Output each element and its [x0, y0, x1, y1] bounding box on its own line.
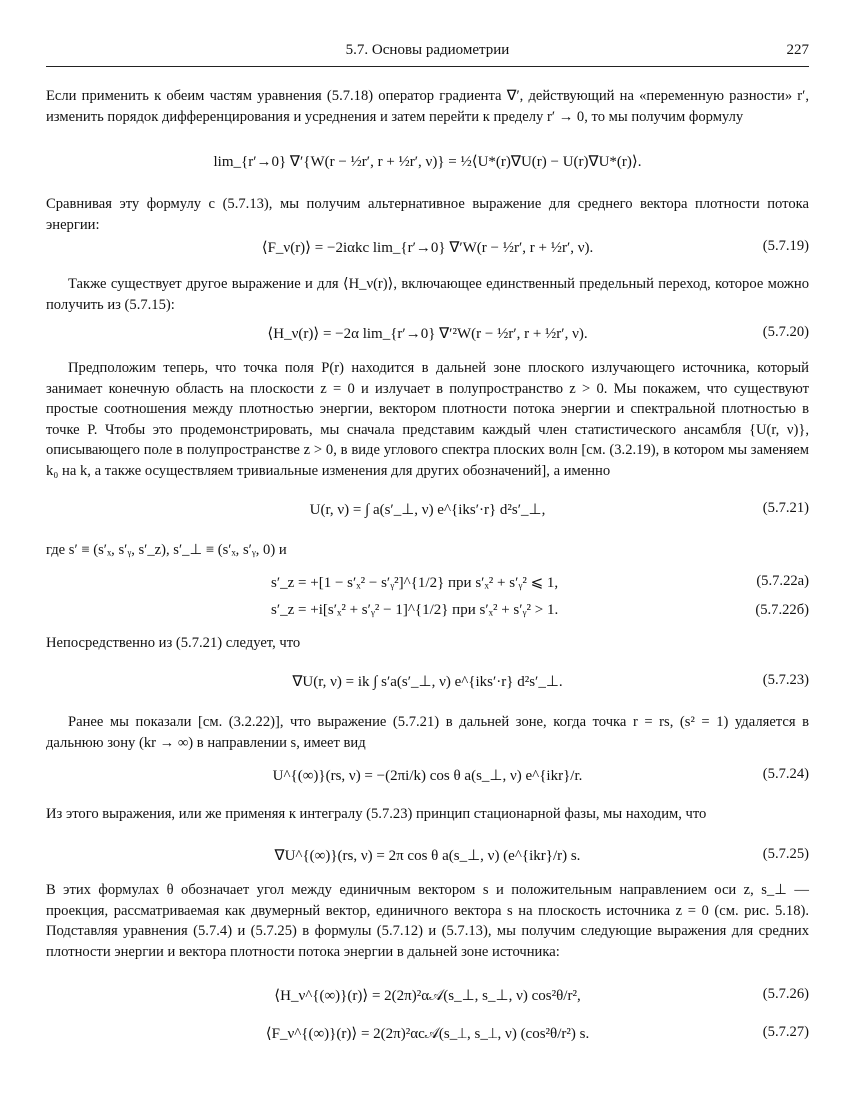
equation	[46, 1024, 809, 1054]
equation-body: lim_{r′→0} ∇′{W(r − ½r′, r + ½r′, ν)} = ½⟨U*(r)∇U(r) − U(r)∇U*(r)⟩.	[213, 154, 642, 170]
equation-number: (5.7.24)	[762, 766, 809, 782]
paragraph: Из этого выражения, или же применяя к интегралу (5.7.23) принцип стационарной фазы, мы находим, что	[46, 806, 707, 822]
equation	[46, 602, 809, 632]
equation	[46, 500, 809, 530]
equation-number: (5.7.20)	[762, 324, 809, 340]
equation-number: (5.7.21)	[762, 500, 809, 516]
equation	[46, 846, 809, 876]
equation-body: s′_z = +[1 − s′ₓ² − s′ᵧ²]^{1/2} при s′ₓ² + s′ᵧ² ⩽ 1,	[271, 575, 559, 591]
equation-body: ⟨F_ν^{(∞)}(r)⟩ = 2(2π)²αc𝒜(s_⊥, s_⊥, ν) (cos²θ/r²) s.	[265, 1026, 590, 1042]
header-rule	[46, 66, 809, 67]
equation	[46, 238, 809, 268]
paragraph: Предположим теперь, что точка поля P(r) находится в дальней зоне плоского излучающего источника, который занимает конечную область на плоскости z = 0 и излучает в полупространство z > 0. Мы покажем, что существуют простые соотношения между плотностью энергии, вектором плотности потока энергии и спектральной плотностью в точке P. Чтобы это продемонстрировать, мы сначала представим каждый член статистического ансамбля {U(r, ν)}, описывающего поле в полупространстве z > 0, в виде углового спектра плоских волн [см. (3.2.19), в котором мы заменяем k₀ на k, а также осуществляем тривиальные изменения для других обозначений], а именно	[46, 360, 809, 479]
equation-number: (5.7.27)	[762, 1024, 809, 1040]
equation-body: ⟨H_ν(r)⟩ = −2α lim_{r′→0} ∇′²W(r − ½r′, r + ½r′, ν).	[267, 326, 588, 342]
equation	[46, 986, 809, 1016]
equation	[46, 324, 809, 354]
equation-body: ∇U(r, ν) = ik ∫ s′a(s′_⊥, ν) e^{iks′·r} d²s′_⊥.	[292, 674, 563, 690]
equation-body: ⟨F_ν(r)⟩ = −2iαkc lim_{r′→0} ∇′W(r − ½r′, r + ½r′, ν).	[261, 240, 594, 256]
equation-number: (5.7.23)	[762, 672, 809, 688]
equation	[46, 573, 809, 603]
running-header: 5.7. Основы радиометрии	[345, 42, 510, 58]
equation-body: ⟨H_ν^{(∞)}(r)⟩ = 2(2π)²α𝒜(s_⊥, s_⊥, ν) cos²θ/r²,	[274, 988, 581, 1004]
equation-body: s′_z = +i[s′ₓ² + s′ᵧ² − 1]^{1/2} при s′ₓ² + s′ᵧ² > 1.	[271, 602, 559, 618]
equation	[46, 766, 809, 796]
paragraph: Если применить к обеим частям уравнения (5.7.18) оператор градиента ∇′, действующий на «переменную разности» r′, изменить порядок дифференцирования и усреднения и затем перейти к пределу r′ → 0, то мы получим формулу	[46, 88, 809, 125]
paragraph: Сравнивая эту формулу с (5.7.13), мы получим альтернативное выражение для среднего вектора плотности потока энергии:	[46, 196, 809, 233]
paragraph: В этих формулах θ обозначает угол между единичным вектором s и положительным направлением оси z, s_⊥ — проекция, рассматриваемая как двумерный вектор, единичного вектора s на плоскость источника z = 0 (см. рис. 5.18). Подставляя уравнения (5.7.4) и (5.7.25) в формулы (5.7.12) и (5.7.13), мы получим следующие выражения для средних плотности энергии и вектора плотности потока энергии в дальней зоне источника:	[46, 882, 809, 960]
equation-body: U(r, ν) = ∫ a(s′_⊥, ν) e^{iks′·r} d²s′_⊥,	[309, 502, 546, 518]
equation-number: (5.7.19)	[762, 238, 809, 254]
equation	[46, 152, 809, 182]
paragraph: Ранее мы показали [см. (3.2.22)], что выражение (5.7.21) в дальней зоне, когда точка r = rs, (s² = 1) удаляется в дальнюю зону (kr → ∞) в направлении s, имеет вид	[46, 714, 809, 751]
paragraph: где s′ ≡ (s′ₓ, s′ᵧ, s′_z), s′_⊥ ≡ (s′ₓ, s′ᵧ, 0) и	[46, 542, 287, 558]
equation-body: U^{(∞)}(rs, ν) = −(2πi/k) cos θ a(s_⊥, ν) e^{ikr}/r.	[272, 768, 583, 784]
equation-number: (5.7.25)	[762, 846, 809, 862]
equation-number: (5.7.22б)	[755, 602, 809, 618]
equation-number: (5.7.22а)	[756, 573, 809, 589]
equation	[46, 672, 809, 702]
equation-number: (5.7.26)	[762, 986, 809, 1002]
page-number: 227	[786, 42, 809, 58]
equation-body: ∇U^{(∞)}(rs, ν) = 2π cos θ a(s_⊥, ν) (e^{ikr}/r) s.	[274, 848, 581, 864]
paragraph: Непосредственно из (5.7.21) следует, что	[46, 635, 301, 651]
paragraph: Также существует другое выражение и для ⟨H_ν(r)⟩, включающее единственный предельный переход, которое можно получить из (5.7.15):	[46, 276, 809, 313]
